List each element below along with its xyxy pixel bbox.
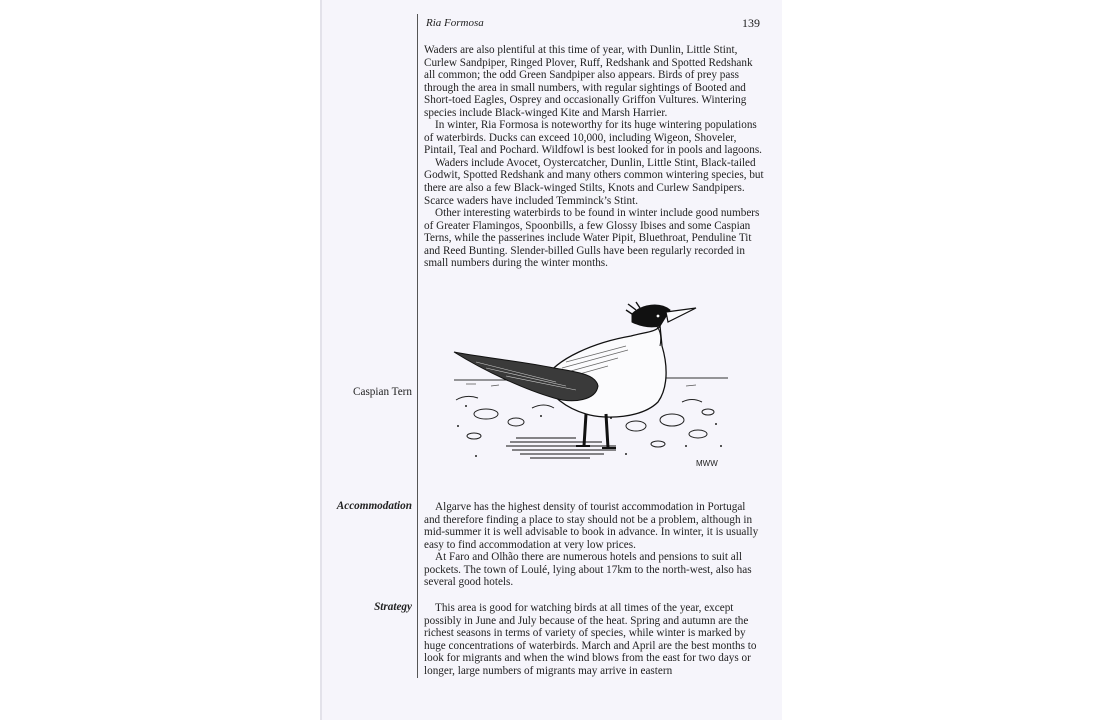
paragraph: Other interesting waterbirds to be found in winter include good numbers of Greater Flamingos, Spoonbills, a few Glossy Ibises and some Caspian Terns, while the passerines include Water Pipit, Bluethroat, Penduline Tit and Reed Bunting. Slender-billed Gulls have been regularly recorded in small numbers during the winter months.	[424, 207, 760, 270]
caspian-tern-illustration	[446, 296, 736, 474]
page-number: 139	[742, 16, 760, 30]
strategy-text	[424, 602, 764, 677]
paragraph: Algarve has the highest density of tourist accommodation in Portugal and therefore finding a place to stay should not be a problem, although in mid-summer it is well advisable to book in advance. In winter, it is usually easy to find accommodation at very low prices.	[424, 501, 759, 551]
accommodation-text	[424, 501, 764, 589]
paragraph: Waders are also plentiful at this time of year, with Dunlin, Little Stint, Curlew Sandpiper, Ringed Plover, Ruff, Redshank and Spotted Redshank all common; the odd Green Sandpiper also appears. Birds of prey pass through the area in small numbers, with regular sightings of Booted and Short-toed Eagles, Osprey and occasionally Griffon Vultures. Wintering species include Black-winged Kite and Marsh Harrier.	[424, 44, 753, 119]
accommodation-heading: Accommodation	[336, 500, 412, 512]
paragraph: At Faro and Olhão there are numerous hotels and pensions to suit all pockets. The town of Loulé, lying about 17km to the north-west, also has several good hotels.	[424, 551, 752, 589]
illustration-caption: Caspian Tern	[353, 386, 412, 398]
margin-rule	[417, 14, 418, 678]
paragraph: In winter, Ria Formosa is noteworthy for its huge wintering populations of waterbirds. Ducks can exceed 10,000, including Wigeon, Shoveler, Pintail, Teal and Pochard. Wildfowl is best looked for in pools and lagoons.	[424, 119, 762, 157]
paragraph: Waders include Avocet, Oystercatcher, Dunlin, Little Stint, Black-tailed Godwit, Spotted Redshank and many others common wintering species, but there are also a few Black-winged Stilts, Knots and Curlew Sandpipers. Scarce waders have included Temminck’s Stint.	[424, 156, 764, 207]
artist-signature: MWW	[696, 459, 718, 468]
strategy-heading: Strategy	[374, 601, 412, 613]
intro-text	[424, 44, 764, 270]
running-head: Ria Formosa	[426, 17, 484, 29]
paragraph: This area is good for watching birds at all times of the year, except possibly in June and July because of the heat. Spring and autumn are the richest seasons in terms of variety of species, while winter is marked by huge concentrations of waterbirds. March and April are the best months to look for migrants and when the wind blows from the east for two days or longer, large numbers of migrants may arrive in eastern	[424, 602, 757, 677]
